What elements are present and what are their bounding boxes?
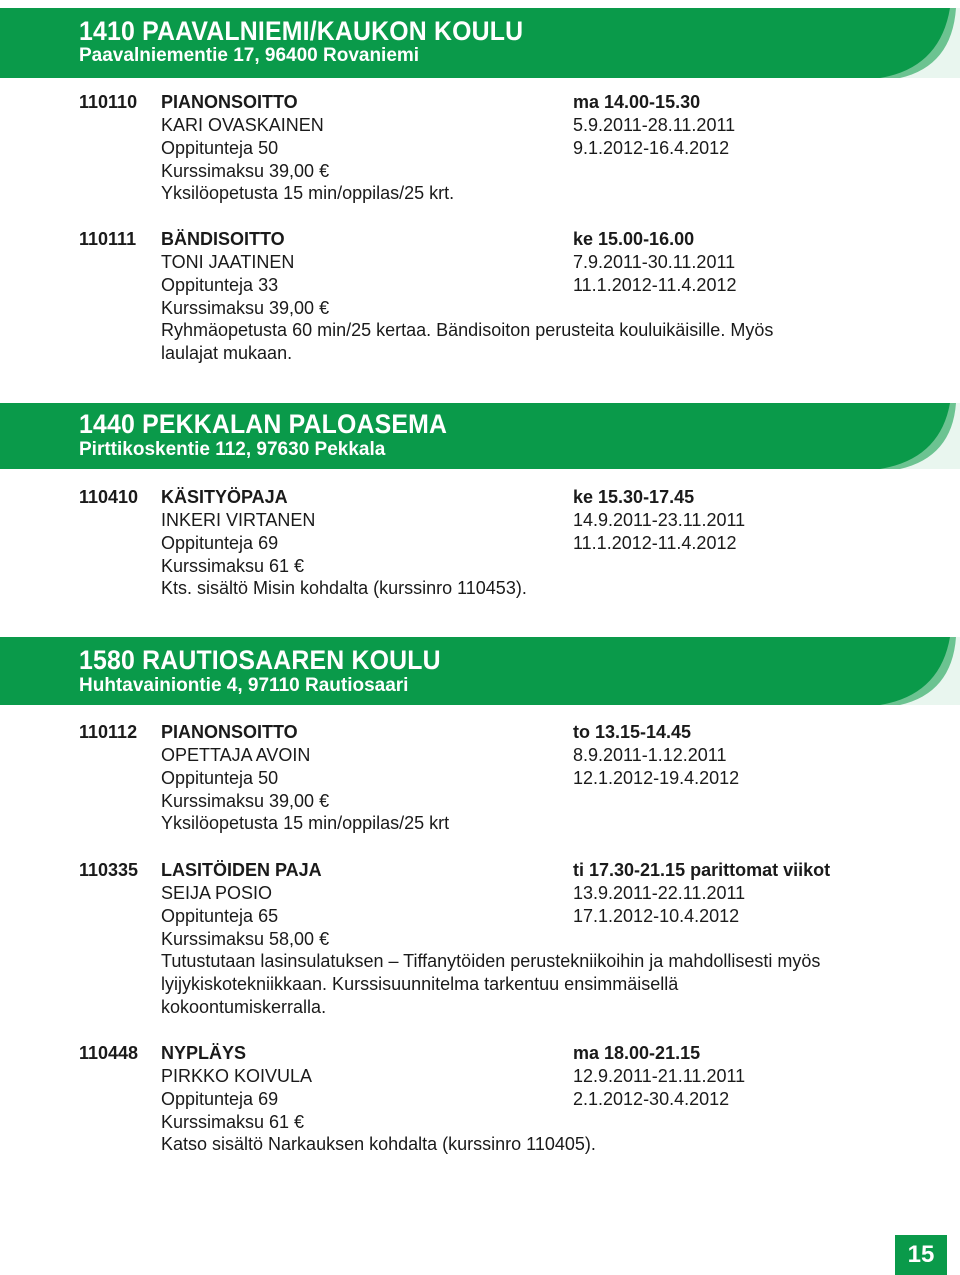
course-period-autumn: 12.9.2011-21.11.2011 xyxy=(573,1066,746,1086)
course-fee: Kurssimaksu 39,00 € xyxy=(161,298,330,318)
course-number: 110111 xyxy=(79,229,137,249)
corner-swoosh-decoration xyxy=(880,403,960,469)
course-name: NYPLÄYS xyxy=(161,1043,247,1063)
course-period-spring: 11.1.2012-11.4.2012 xyxy=(573,533,737,553)
course-time: ke 15.00-16.00 xyxy=(573,229,695,249)
school-address: Pirttikoskentie 112, 97630 Pekkala xyxy=(79,439,386,460)
course-number: 110448 xyxy=(79,1043,139,1063)
course-fee: Kurssimaksu 58,00 € xyxy=(161,929,330,949)
course-time: ma 18.00-21.15 xyxy=(573,1043,701,1063)
course-number: 110110 xyxy=(79,92,138,112)
course-teacher: INKERI VIRTANEN xyxy=(161,510,316,530)
course-time: ke 15.30-17.45 xyxy=(573,487,695,507)
course-lessons: Oppitunteja 33 xyxy=(161,275,279,295)
corner-swoosh-decoration xyxy=(880,637,960,705)
course-description: Yksilöopetusta 15 min/oppilas/25 krt. xyxy=(161,183,455,203)
course-time: ma 14.00-15.30 xyxy=(573,92,701,112)
course-period-spring: 12.1.2012-19.4.2012 xyxy=(573,768,740,788)
section-header-1410 xyxy=(0,8,960,78)
course-period-autumn: 13.9.2011-22.11.2011 xyxy=(573,883,746,903)
course-period-autumn: 14.9.2011-23.11.2011 xyxy=(573,510,746,530)
course-name: PIANONSOITTO xyxy=(161,722,298,742)
course-fee: Kurssimaksu 61 € xyxy=(161,1112,305,1132)
course-lessons: Oppitunteja 50 xyxy=(161,768,279,788)
course-teacher: TONI JAATINEN xyxy=(161,252,295,272)
course-description: Yksilöopetusta 15 min/oppilas/25 krt xyxy=(161,813,450,833)
corner-swoosh-decoration xyxy=(880,8,960,78)
course-fee: Kurssimaksu 61 € xyxy=(161,556,305,576)
course-teacher: KARI OVASKAINEN xyxy=(161,115,324,135)
course-description: Ryhmäopetusta 60 min/25 kertaa. Bändisoiton perusteita kouluikäisille. Myös laulajat mukaan. xyxy=(161,320,774,363)
school-title: 1580 RAUTIOSAAREN KOULU xyxy=(79,645,441,675)
course-description: Kts. sisältö Misin kohdalta (kurssinro 110453). xyxy=(161,578,527,598)
course-lessons: Oppitunteja 65 xyxy=(161,906,279,926)
course-number: 110410 xyxy=(79,487,139,507)
section-header-1580 xyxy=(0,637,960,705)
course-fee: Kurssimaksu 39,00 € xyxy=(161,161,330,181)
school-address: Huhtavainiontie 4, 97110 Rautiosaari xyxy=(79,675,409,696)
course-period-autumn: 8.9.2011-1.12.2011 xyxy=(573,745,727,765)
course-teacher: OPETTAJA AVOIN xyxy=(161,745,311,765)
school-address: Paavalniementie 17, 96400 Rovaniemi xyxy=(79,45,420,66)
course-lessons: Oppitunteja 69 xyxy=(161,533,279,553)
school-title: 1440 PEKKALAN PALOASEMA xyxy=(79,409,448,439)
course-period-spring: 17.1.2012-10.4.2012 xyxy=(573,906,740,926)
course-name: KÄSITYÖPAJA xyxy=(161,487,288,507)
section-header-1440 xyxy=(0,403,960,469)
course-period-spring: 9.1.2012-16.4.2012 xyxy=(573,138,730,158)
course-teacher: SEIJA POSIO xyxy=(161,883,273,903)
course-time: ti 17.30-21.15 parittomat viikot xyxy=(573,860,831,880)
course-name: PIANONSOITTO xyxy=(161,92,298,112)
course-teacher: PIRKKO KOIVULA xyxy=(161,1066,313,1086)
course-name: LASITÖIDEN PAJA xyxy=(161,860,322,880)
course-name: BÄNDISOITTO xyxy=(161,229,285,249)
course-period-spring: 11.1.2012-11.4.2012 xyxy=(573,275,737,295)
course-number: 110112 xyxy=(79,722,138,742)
page-number: 15 xyxy=(895,1235,947,1275)
course-period-autumn: 5.9.2011-28.11.2011 xyxy=(573,115,736,135)
course-period-spring: 2.1.2012-30.4.2012 xyxy=(573,1089,730,1109)
course-number: 110335 xyxy=(79,860,139,880)
course-time: to 13.15-14.45 xyxy=(573,722,692,742)
course-description: Tutustutaan lasinsulatuksen – Tiffanytöiden perustekniikoihin ja mahdollisesti myös lyijykiskotekniikkaan. Kurssisuunnitelma tarkentuu ensimmäisellä kokoontumiskerralla. xyxy=(161,951,821,1017)
course-fee: Kurssimaksu 39,00 € xyxy=(161,791,330,811)
school-title: 1410 PAAVALNIEMI/KAUKON KOULU xyxy=(79,16,524,46)
course-lessons: Oppitunteja 69 xyxy=(161,1089,279,1109)
course-lessons: Oppitunteja 50 xyxy=(161,138,279,158)
course-description: Katso sisältö Narkauksen kohdalta (kurssinro 110405). xyxy=(161,1134,596,1154)
course-period-autumn: 7.9.2011-30.11.2011 xyxy=(573,252,736,272)
